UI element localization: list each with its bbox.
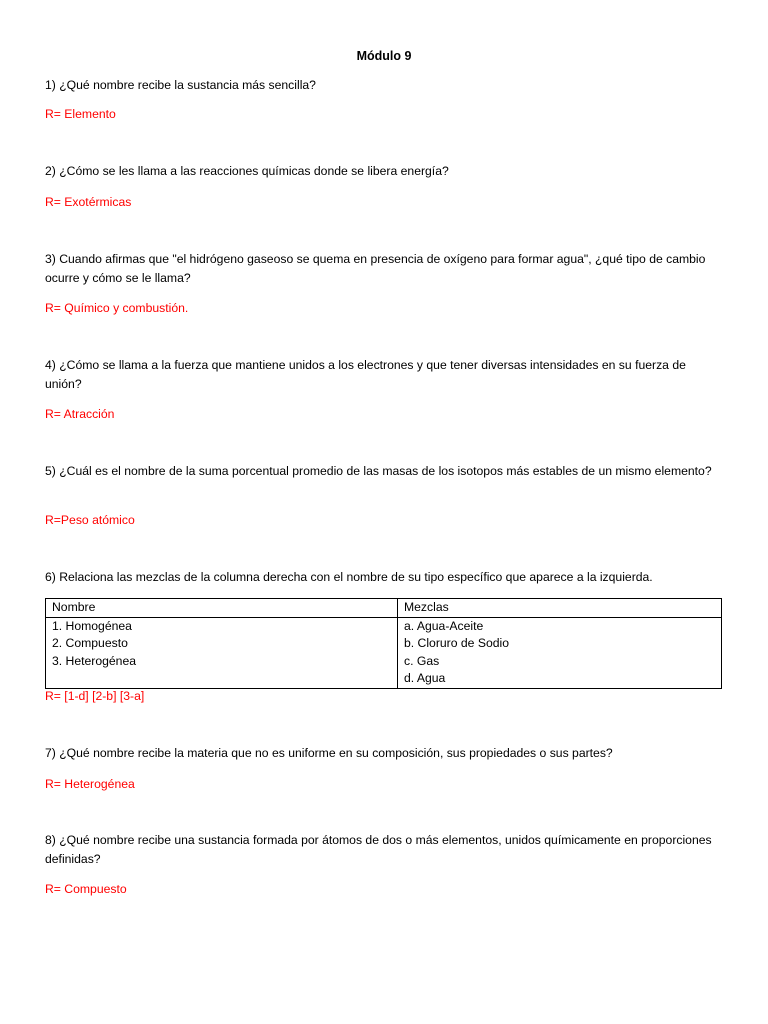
list-item: 2. Compuesto: [52, 636, 128, 650]
answer-3: R= Químico y combustión.: [45, 301, 189, 315]
table-row: [46, 617, 722, 688]
table-header-mezclas: Mezclas: [398, 599, 722, 618]
answer-4: R= Atracción: [45, 407, 115, 421]
table-cell-nombres: [46, 617, 398, 688]
table-header-row: [46, 599, 722, 618]
answer-2: R= Exotérmicas: [45, 195, 132, 209]
list-item: c. Gas: [404, 653, 440, 668]
list-item: d. Agua: [404, 671, 446, 685]
question-1: 1) ¿Qué nombre recibe la sustancia más sencilla?: [45, 78, 316, 92]
table-cell-mezclas: [398, 617, 722, 688]
question-5: 5) ¿Cuál es el nombre de la suma porcentual promedio de las masas de los isotopos más estables de un mismo elemento?: [45, 464, 712, 478]
question-3: 3) Cuando afirmas que "el hidrógeno gaseoso se quema en presencia de oxígeno para formar agua", ¿qué tipo de cambio ocurre y cómo se le llama?: [45, 252, 706, 285]
question-8: 8) ¿Qué nombre recibe una sustancia formada por átomos de dos o más elementos, unidos químicamente en proporciones definidas?: [45, 833, 712, 866]
answer-6: R= [1-d] [2-b] [3-a]: [45, 689, 145, 703]
question-4: 4) ¿Cómo se llama a la fuerza que mantiene unidos a los electrones y que tener diversas intensidades en su fuerza de unión?: [45, 358, 686, 391]
answer-8: R= Compuesto: [45, 882, 127, 896]
table-header-nombre: Nombre: [46, 599, 398, 618]
list-item: 3. Heterogénea: [52, 653, 137, 668]
question-2: 2) ¿Cómo se les llama a las reacciones químicas donde se libera energía?: [45, 164, 449, 178]
list-item: b. Cloruro de Sodio: [404, 636, 510, 650]
answer-5: R=Peso atómico: [45, 513, 135, 527]
list-item: 1. Homogénea: [52, 618, 132, 633]
answer-1: R= Elemento: [45, 107, 116, 121]
mixtures-table: [45, 598, 722, 689]
page-title: Módulo 9: [356, 49, 412, 63]
question-7: 7) ¿Qué nombre recibe la materia que no es uniforme en su composición, sus propiedades o sus partes?: [45, 746, 613, 760]
answer-7: R= Heterogénea: [45, 777, 135, 791]
list-item: a. Agua-Aceite: [404, 618, 484, 633]
question-6: 6) Relaciona las mezclas de la columna derecha con el nombre de su tipo específico que aparece a la izquierda.: [45, 570, 653, 584]
